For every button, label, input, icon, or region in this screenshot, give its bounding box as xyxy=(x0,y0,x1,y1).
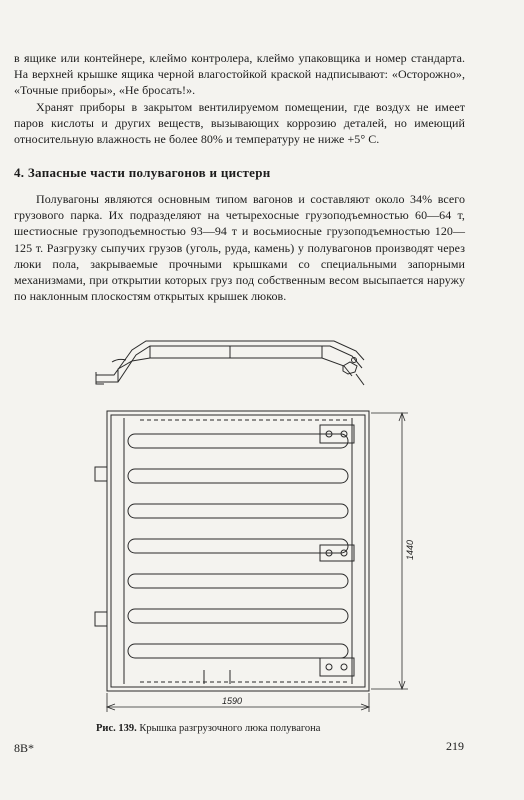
height-dimension-label: 1440 xyxy=(405,539,415,560)
paragraph-2: Хранят приборы в закрытом вентилируемом помещении, где воздух не имеет паров кислоты и других веществ, вызывающих коррозию деталей, но имеющий относительную влажность не более 80% и температуру не ниже +5° С. xyxy=(14,99,465,147)
plan-view-plate xyxy=(95,411,369,691)
figure-caption-text: Крышка разгрузочного люка полувагона xyxy=(139,723,321,734)
figure-caption xyxy=(96,723,426,734)
side-profile-view xyxy=(96,341,364,385)
paragraph-3: Полувагоны являются основным типом вагонов и составляют около 34% всего грузового парка. Их подразделяют на четырехосные грузоподъемностью 60—64 т, шестиосные грузоподъемностью 93—94 т и восьмиосные грузоподъемностью 120—125 т. Разгрузку сыпучих грузов (уголь, руда, камень) у полувагонов производят через люки пола, закрываемые прочными крышками со специальными запорными механизмами, при открытии которых груз под собственным весом высыпается наружу по наклонным плоскостям открытых крышек люков. xyxy=(14,192,465,304)
figure-number: Рис. 139. xyxy=(96,723,137,734)
width-dimension-label: 1590 xyxy=(222,696,243,706)
section-heading: 4. Запасные части полувагонов и цистерн xyxy=(14,165,271,180)
dimension-lines xyxy=(107,413,408,712)
paragraph-1: в ящике или контейнере, клеймо контролера, клеймо упаковщика и номер стандарта. На верхней крышке ящика черной влагостойкой краской надписывают: «Осторожно», «Точные приборы», «Не бросать!». xyxy=(14,51,465,98)
page-number: 219 xyxy=(446,739,464,753)
printer-signature: 8В* xyxy=(14,741,35,755)
